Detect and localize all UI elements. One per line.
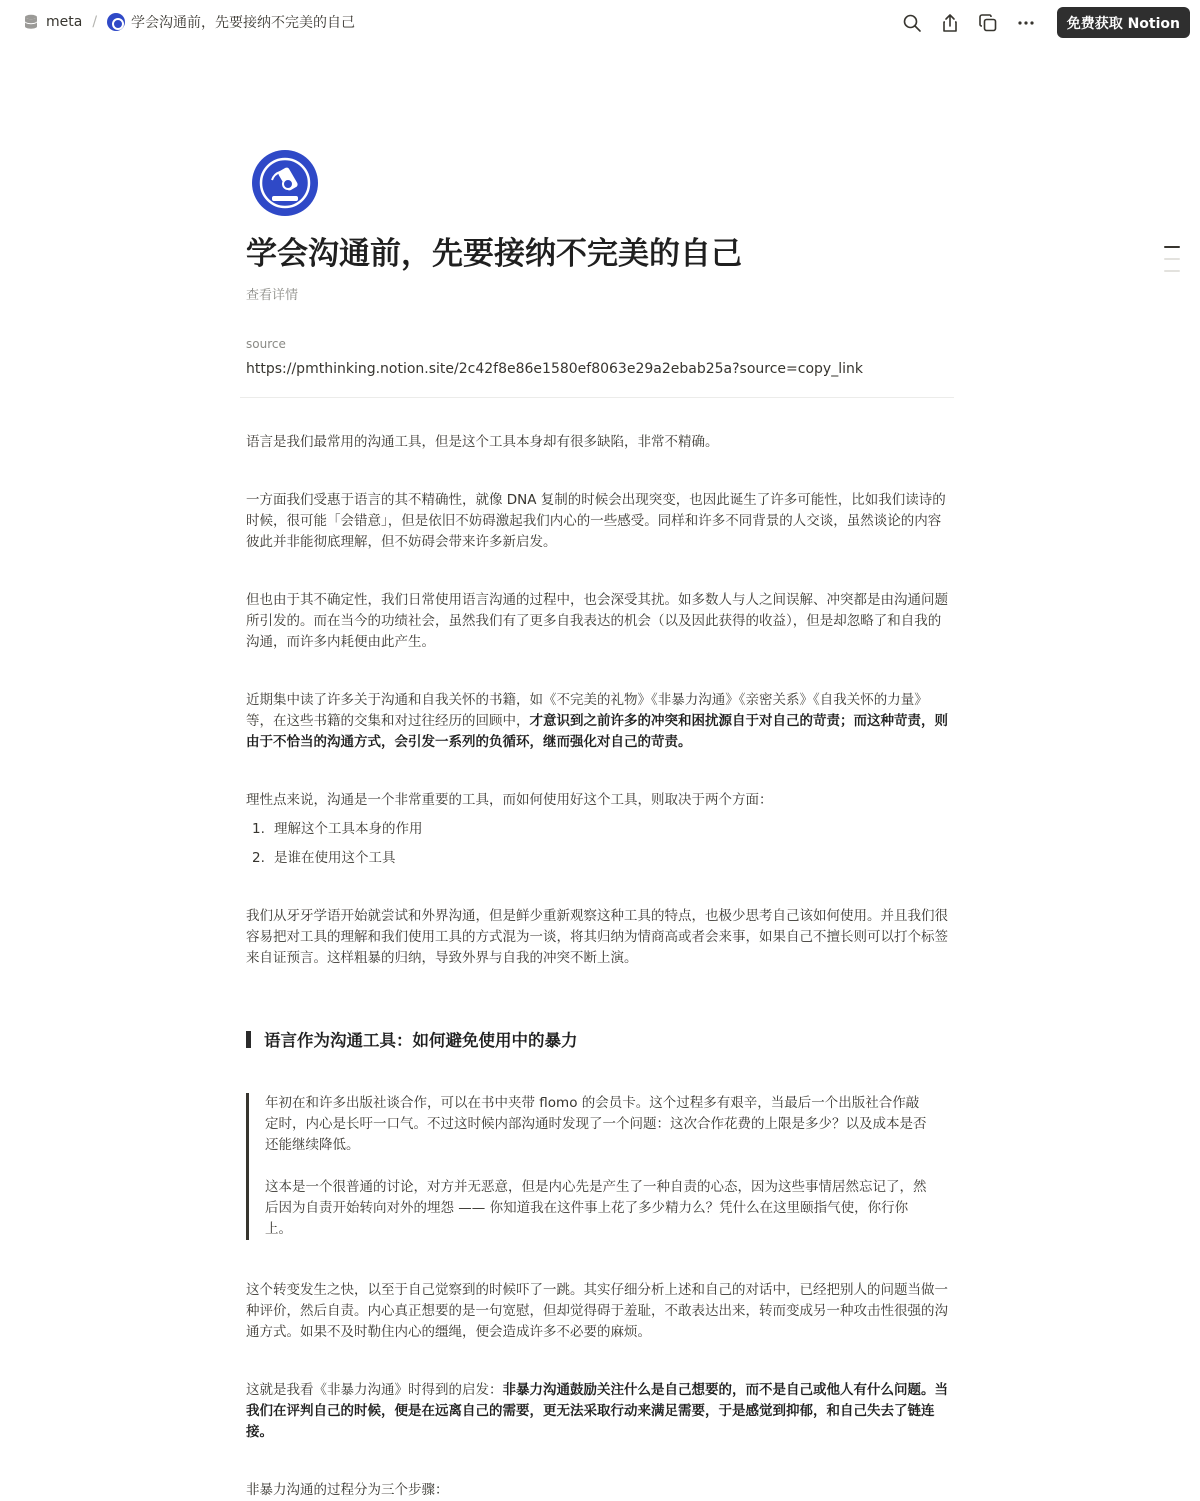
page-content bbox=[246, 150, 954, 1501]
divider bbox=[240, 397, 954, 398]
property-label: source bbox=[246, 337, 286, 351]
search-button[interactable] bbox=[893, 8, 931, 38]
breadcrumb-page[interactable] bbox=[103, 10, 359, 34]
paragraph bbox=[246, 1380, 954, 1443]
breadcrumb-workspace-label: meta bbox=[46, 14, 83, 30]
heading-marker bbox=[246, 1031, 251, 1048]
quote-block bbox=[246, 1093, 954, 1240]
header-actions bbox=[893, 7, 1190, 38]
paragraph-text: 近期集中读了许多关于沟通和自我关怀的书籍，如《不完美的礼物》《非暴力沟通》《亲密关系》《自我关怀的力量》等，在这些书籍的交集和对过往经历的回顾中， bbox=[246, 692, 928, 729]
duplicate-button[interactable] bbox=[969, 8, 1007, 38]
list-text: 理解这个工具本身的作用 bbox=[274, 821, 423, 837]
paragraph bbox=[246, 690, 954, 753]
paragraph: 语言是我们最常用的沟通工具，但是这个工具本身却有很多缺陷，非常不精确。 bbox=[246, 434, 719, 450]
view-details-link[interactable]: 查看详情 bbox=[246, 288, 299, 303]
list-item bbox=[246, 848, 954, 869]
toc-bar[interactable] bbox=[1164, 246, 1180, 248]
source-url-link[interactable]: https://pmthinking.notion.site/2c42f8e86e1580ef8063e29a2ebab25a?source=copy_link bbox=[246, 361, 863, 377]
paragraph: 这个转变发生之快，以至于自己觉察到的时候吓了一跳。其实仔细分析上述和自己的对话中，已经把别人的问题当做一种评价，然后自责。内心真正想要的是一句宽慰，但却觉得碍于羞耻，不敢表达出来，转而变成另一种攻击性很强的沟通方式。如果不及时勒住内心的缰绳，便会造成许多不必要的麻烦。 bbox=[246, 1282, 948, 1340]
toc-bar[interactable] bbox=[1164, 270, 1180, 272]
paragraph: 一方面我们受惠于语言的其不精确性，就像 DNA 复制的时候会出现突变，也因此诞生了许多可能性，比如我们读诗的时候，很可能「会错意」，但是依旧不妨碍激起我们内心的一些感受。同样和许多不同背景的人交谈，虽然谈论的内容彼此并非能彻底理解，但不妨碍会带来许多新启发。 bbox=[246, 492, 946, 550]
top-bar bbox=[0, 0, 1200, 44]
quote-paragraph: 年初在和许多出版社谈合作，可以在书中夹带 flomo 的会员卡。这个过程多有艰辛，当最后一个出版社合作敲定时，内心是长吁一口气。不过这时候内部沟通时发现了一个问题：这次合作花费的上限是多少？以及成本是否还能继续降低。 bbox=[265, 1095, 927, 1153]
page-icon[interactable] bbox=[252, 150, 318, 216]
list-number: 1. bbox=[252, 821, 265, 837]
section-heading-text: 语言作为沟通工具：如何避免使用中的暴力 bbox=[264, 1031, 578, 1050]
get-notion-button[interactable]: 免费获取 Notion bbox=[1057, 7, 1190, 38]
more-button[interactable] bbox=[1007, 8, 1045, 38]
paragraph-bold-text: 才意识到之前许多的冲突和困扰源自于对自己的苛责；而这种苛责，则由于不恰当的沟通方式，会引发一系列的负循环，继而强化对自己的苛责。 bbox=[246, 713, 948, 750]
search-icon bbox=[902, 13, 922, 33]
table-of-contents-indicator[interactable] bbox=[1164, 246, 1180, 282]
quote-paragraph: 这本是一个很普通的讨论，对方并无恶意，但是内心先是产生了一种自责的心态，因为这些事情居然忘记了，然后因为自责开始转向对外的埋怨 —— 你知道我在这件事上花了多少精力么？凭什么在这里颐指气使，你行你上。 bbox=[265, 1179, 927, 1237]
paragraph: 但也由于其不确定性，我们日常使用语言沟通的过程中，也会深受其扰。如多数人与人之间误解、冲突都是由沟通问题所引发的。而在当今的功绩社会，虽然我们有了更多自我表达的机会（以及因此获得的收益），但是却忽略了和自我的沟通，而许多内耗便由此产生。 bbox=[246, 592, 948, 650]
toc-bar[interactable] bbox=[1164, 258, 1180, 260]
breadcrumb bbox=[18, 0, 359, 44]
database-icon bbox=[22, 13, 40, 31]
paragraph-bold-text: 非暴力沟通鼓励关注什么是自己想要的，而不是自己或他人有什么问题。当我们在评判自己的时候，便是在远离自己的需要，更无法采取行动来满足需要，于是感觉到抑郁，和自己失去了链连接。 bbox=[246, 1382, 948, 1440]
paragraph: 我们从牙牙学语开始就尝试和外界沟通，但是鲜少重新观察这种工具的特点，也极少思考自己该如何使用。并且我们很容易把对工具的理解和我们使用工具的方式混为一谈，将其归纳为情商高或者会来事，如果自己不擅长则可以打个标签来自证预言。这样粗暴的归纳，导致外界与自我的冲突不断上演。 bbox=[246, 908, 948, 966]
breadcrumb-workspace[interactable] bbox=[18, 11, 86, 33]
page-title: 学会沟通前，先要接纳不完美的自己 bbox=[246, 236, 742, 272]
paragraph: 非暴力沟通的过程分为三个步骤： bbox=[246, 1482, 449, 1498]
list-item bbox=[246, 819, 954, 840]
share-icon bbox=[940, 13, 960, 33]
duplicate-icon bbox=[978, 13, 998, 33]
list-number: 2. bbox=[252, 850, 265, 866]
more-icon bbox=[1016, 13, 1036, 33]
paragraph: 理性点来说，沟通是一个非常重要的工具，而如何使用好这个工具，则取决于两个方面： bbox=[246, 792, 773, 808]
share-button[interactable] bbox=[931, 8, 969, 38]
section-heading bbox=[246, 1027, 954, 1051]
numbered-list bbox=[246, 819, 954, 869]
list-text: 是谁在使用这个工具 bbox=[274, 850, 396, 866]
breadcrumb-page-label: 学会沟通前，先要接纳不完美的自己 bbox=[131, 15, 356, 31]
microscope-icon bbox=[252, 150, 318, 216]
page-logo-icon bbox=[107, 13, 125, 31]
breadcrumb-separator: / bbox=[92, 14, 98, 30]
paragraph-text: 这就是我看《非暴力沟通》时得到的启发： bbox=[246, 1382, 503, 1398]
